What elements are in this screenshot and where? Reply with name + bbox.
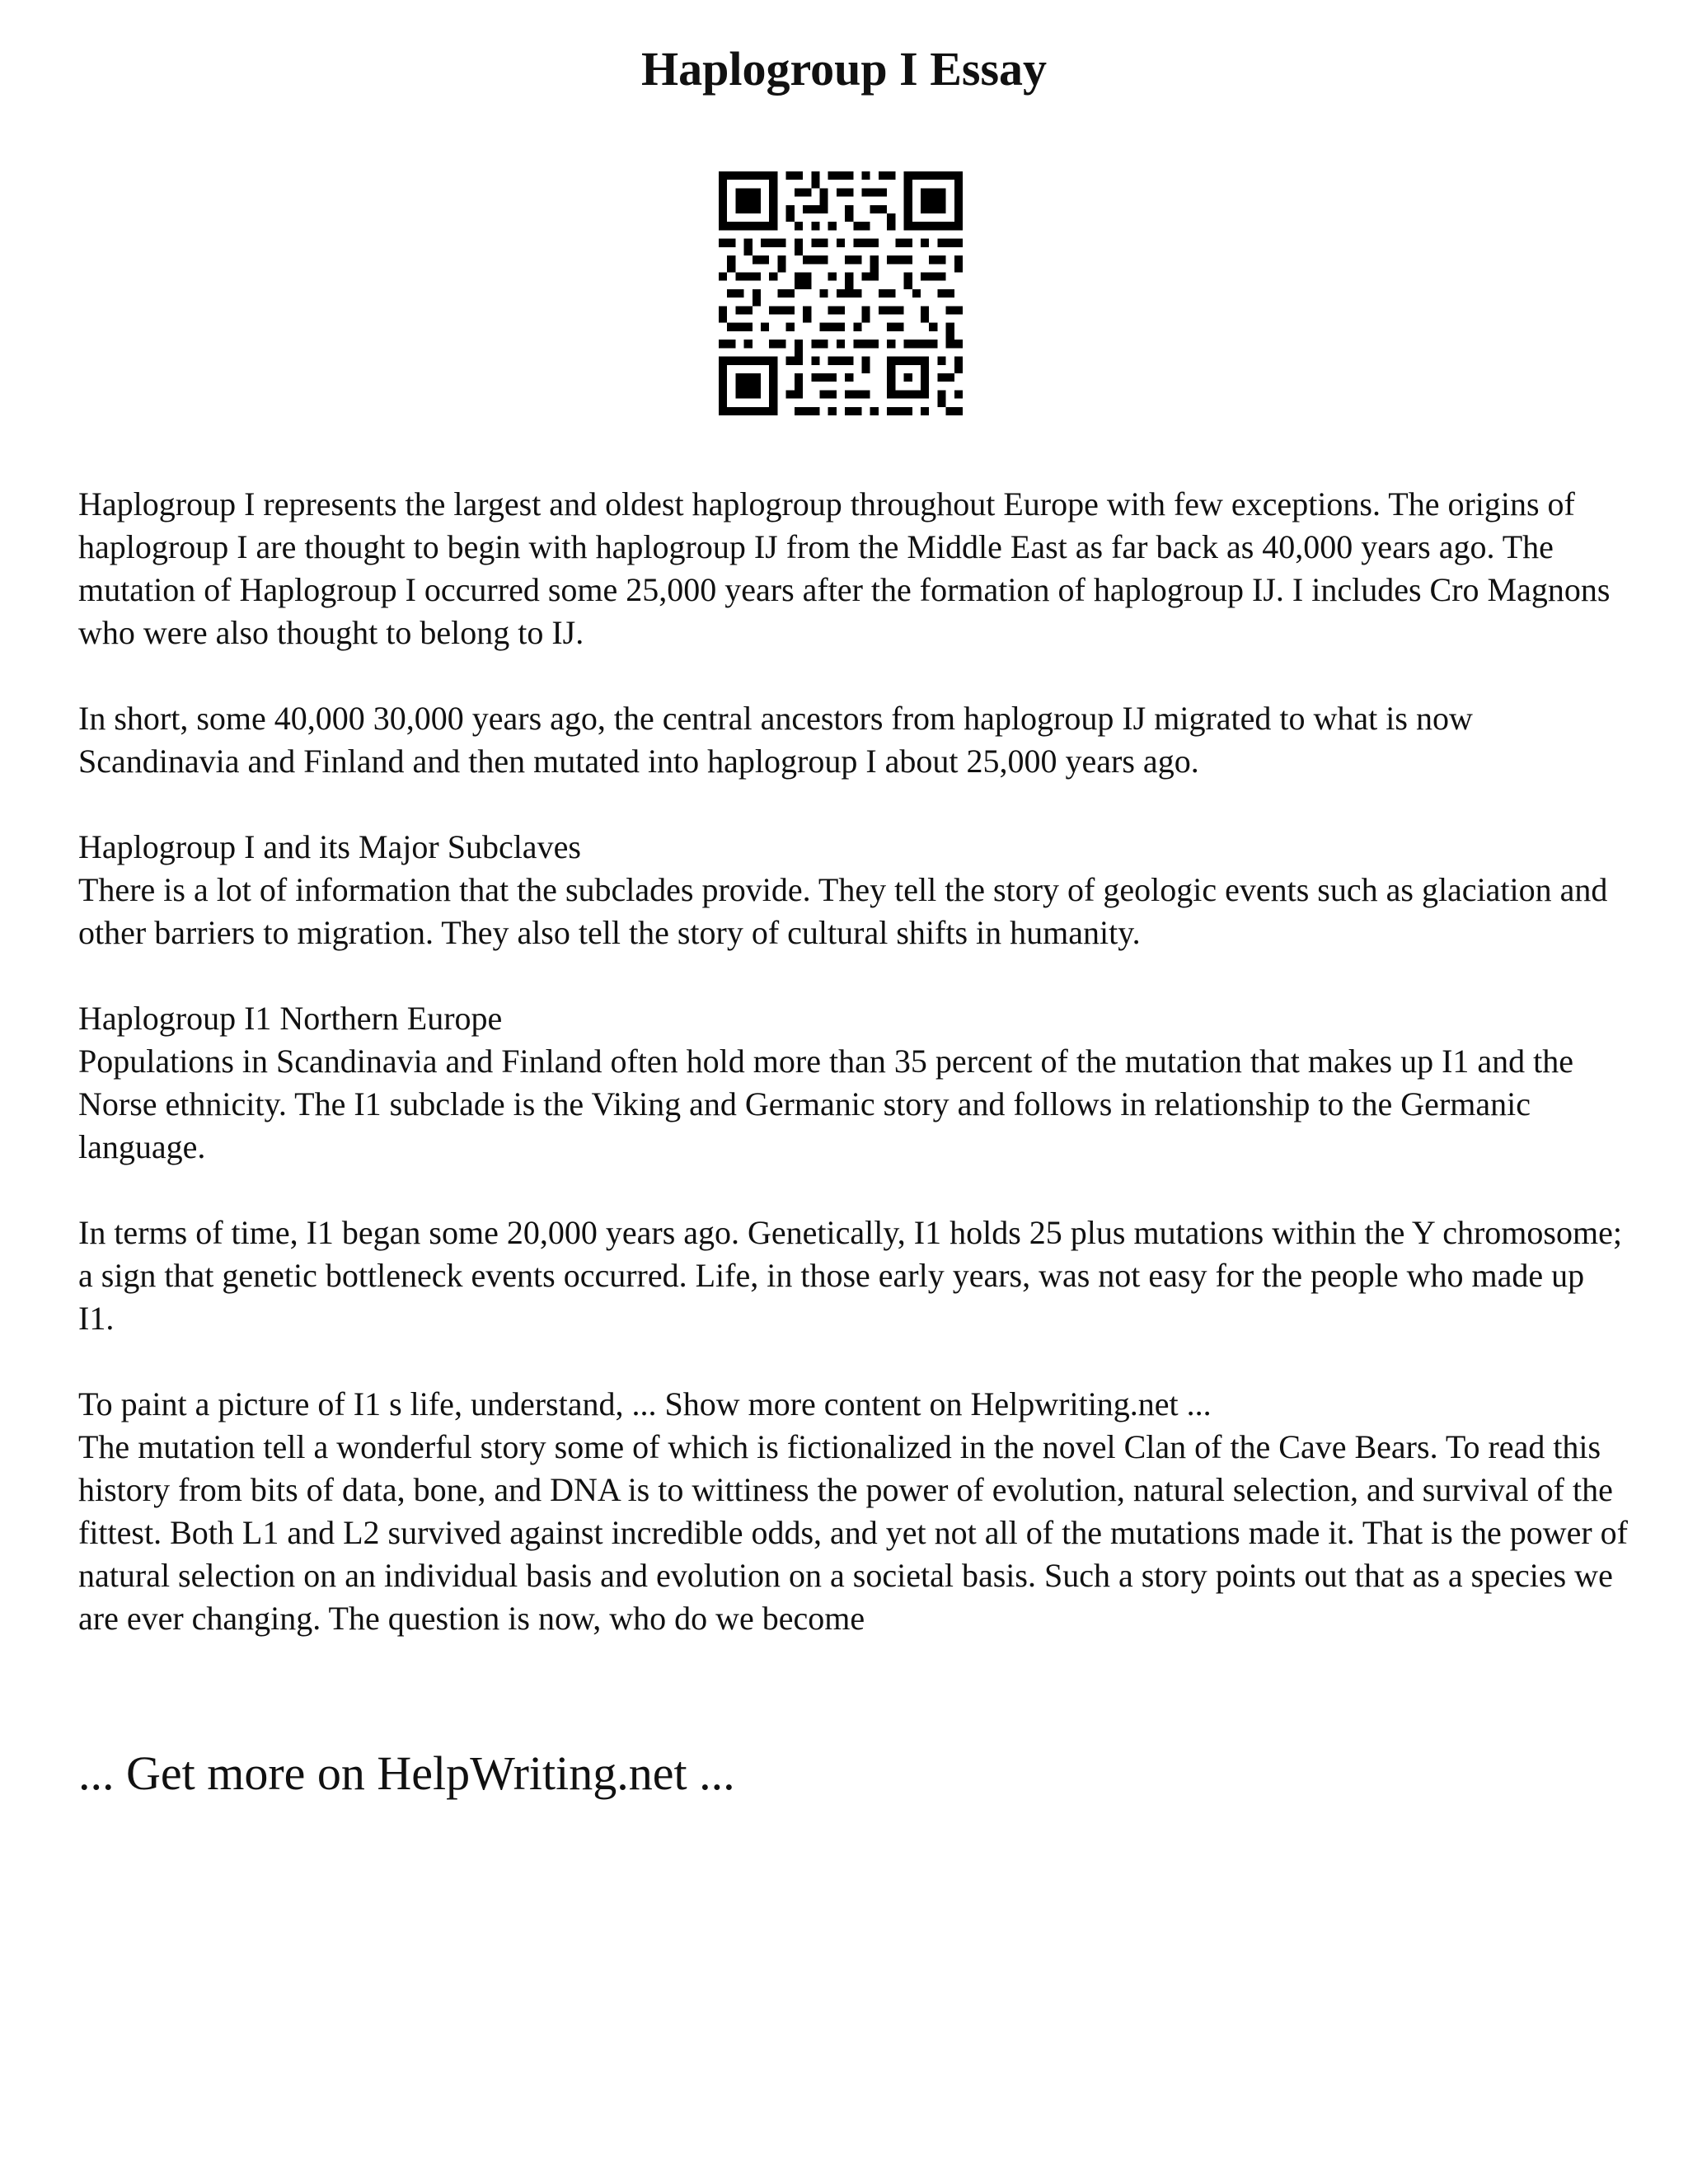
get-more-link[interactable]: ... Get more on HelpWriting.net ... bbox=[78, 1746, 735, 1800]
paragraph-show-more: To paint a picture of I1 s life, understand, ... Show more content on Helpwriting.net ... bbox=[78, 1385, 1212, 1422]
essay-body bbox=[78, 483, 1628, 1683]
qr-code-icon bbox=[719, 171, 963, 415]
document-title: Haplogroup I Essay bbox=[640, 42, 1048, 96]
section-heading-i1: Haplogroup I1 Northern Europe bbox=[78, 1000, 503, 1037]
paragraph-i1-populations: Populations in Scandinavia and Finland often hold more than 35 percent of the mutation that makes up I1 and the Norse ethnicity. The I1 subclade is the Viking and Germanic story and follows in relationship to the Germanic language. bbox=[78, 1043, 1574, 1165]
section-heading-subclaves: Haplogroup I and its Major Subclaves bbox=[78, 828, 581, 865]
qr-code-graphic bbox=[719, 171, 963, 415]
paragraph-i1-time: In terms of time, I1 began some 20,000 years ago. Genetically, I1 holds 25 plus mutations within the Y chromosome; a sign that genetic bottleneck events occurred. Life, in those early years, was not easy for the people who made up I1. bbox=[78, 1214, 1622, 1337]
paragraph-intro: Haplogroup I represents the largest and oldest haplogroup throughout Europe with few exceptions. The origins of haplogroup I are thought to begin with haplogroup IJ from the Middle East as far back as 40,000 years ago. The mutation of Haplogroup I occurred some 25,000 years after the formation of haplogroup IJ. I includes Cro Magnons who were also thought to belong to IJ. bbox=[78, 485, 1611, 651]
paragraph-conclusion: The mutation tell a wonderful story some of which is fictionalized in the novel Clan of the Cave Bears. To read this history from bits of data, bone, and DNA is to wittiness the power of evolution, natural selection, and survival of the fittest. Both L1 and L2 survived against incredible odds, and yet not all of the mutations made it. That is the power of natural selection on an individual basis and evolution on a societal basis. Such a story points out that as a species we are ever changing. The question is now, who do we become bbox=[78, 1428, 1628, 1637]
paragraph-subclades: There is a lot of information that the subclades provide. They tell the story of geologic events such as glaciation and other barriers to migration. They also tell the story of cultural shifts in humanity. bbox=[78, 871, 1608, 951]
paragraph-summary: In short, some 40,000 30,000 years ago, the central ancestors from haplogroup IJ migrated to what is now Scandinavia and Finland and then mutated into haplogroup I about 25,000 years ago. bbox=[78, 700, 1473, 780]
